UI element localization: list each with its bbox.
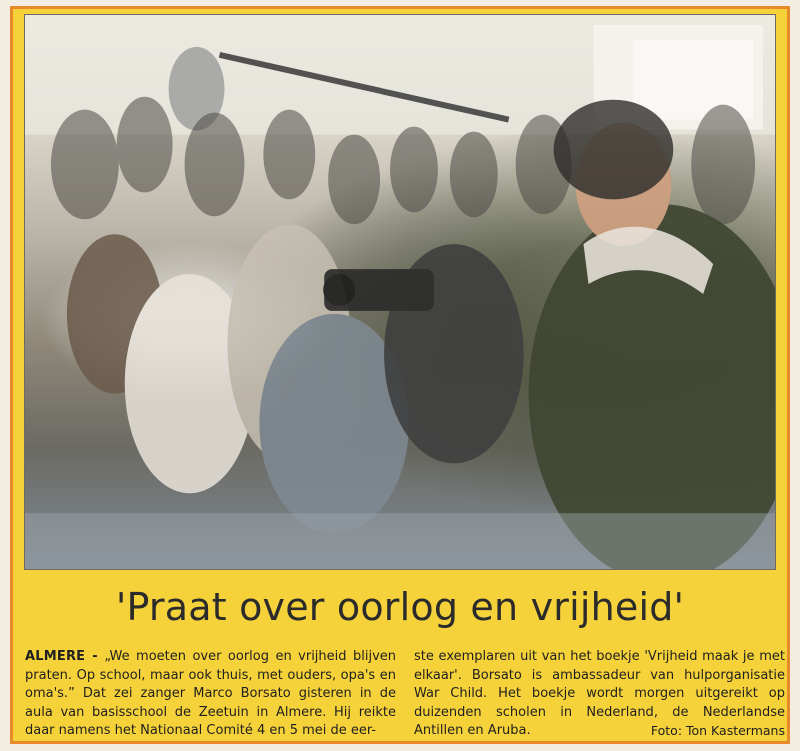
article-body: [25, 648, 785, 743]
photo-illustration: [25, 15, 775, 569]
column-1-text: „We moeten over oorlog en vrijheid blijven praten. Op school, maar ook thuis, met ouders, opa's en oma's.” Dat zei zanger Marco Borsato gisteren in de aula van basisschool de Zeetuin in Almere. Hij reikte daar namens het Nationaal Comité 4 en 5 mei de eer-: [25, 649, 396, 738]
column-2-text: ste exemplaren uit van het boekje 'Vrijheid maak je met elkaar'. Borsato is ambassadeur van hulporganisatie War Child. Het boekje wordt morgen uitgereikt op duizenden scholen in Nederland, de Nederlandse Antillen en Aruba.: [414, 649, 785, 738]
column-1: [25, 648, 396, 743]
news-photo: [24, 14, 776, 570]
photo-credit: Foto: Ton Kastermans: [650, 723, 785, 738]
column-2: [414, 648, 785, 743]
headline: 'Praat over oorlog en vrijheid': [115, 585, 685, 629]
dateline: ALMERE -: [25, 649, 98, 664]
